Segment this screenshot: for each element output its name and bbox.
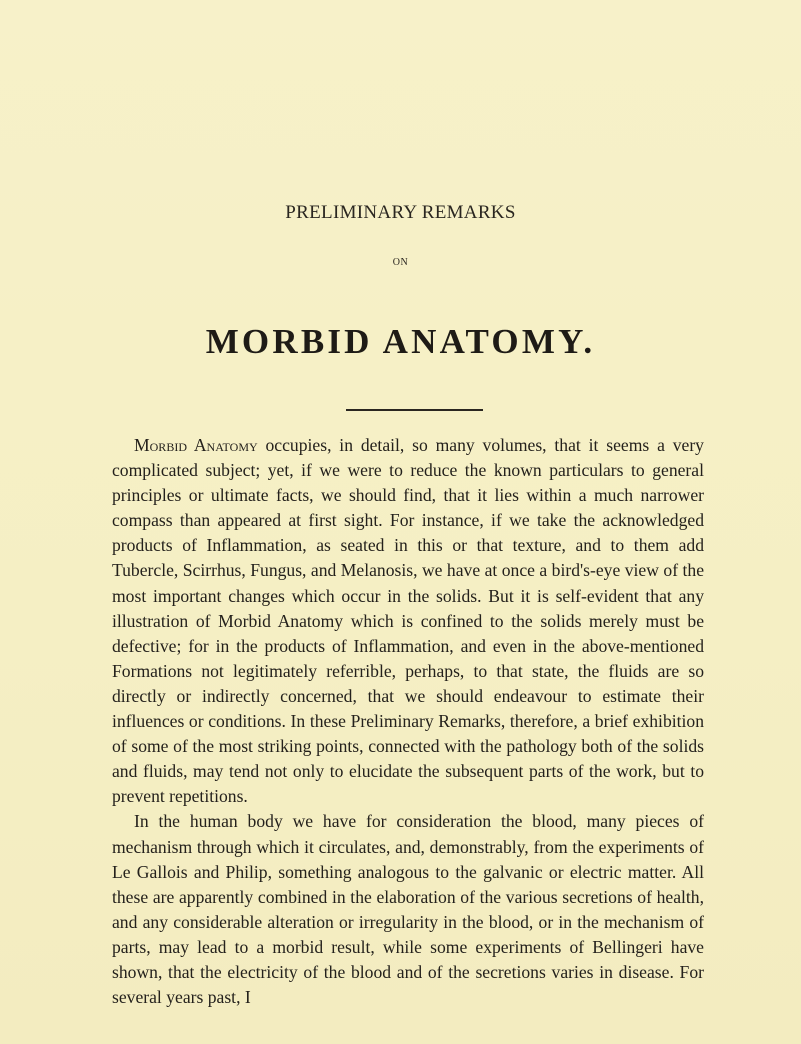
body-text (112, 433, 704, 1010)
pre-title: PRELIMINARY REMARKS (285, 202, 516, 223)
title-connector: ON (392, 257, 409, 268)
paragraph-1 (112, 433, 704, 809)
main-title: MORBID ANATOMY. (205, 322, 596, 361)
paragraph-text: In the human body we have for consideration the blood, many pieces of mechanism through which it circulates, and, demonstrably, from the experiments of Le Gallois and Philip, something analogous to the galvanic or electric matter. All these are apparently combined in the elaboration of the various secretions of health, and any considerable alteration or irregularity in the blood, or in the mechanism of parts, may lead to a morbid result, while some experiments of Bellingeri have shown, that the electricity of the blood and of the secretions varies in disease. For several years past, I (112, 811, 704, 1008)
paragraph-text: occupies, in detail, so many volumes, that it seems a very complicated subject; yet, if we were to reduce the known particulars to general principles or ultimate facts, we should find, that it lies within a much narrower compass than appeared at first sight. For instance, if we take the acknowledged products of Inflammation, as seated in this or that texture, and to them add Tubercle, Scirrhus, Fungus, and Melanosis, we have at once a bird's-eye view of the most important changes which occur in the solids. But it is self-evident that any illustration of Morbid Anatomy which is confined to the solids merely must be defective; for in the products of Inflammation, and even in the above-mentioned Formations not legitimately referrible, perhaps, to that state, the fluids are so directly or indirectly concerned, that we should endeavour to estimate their influences or conditions. In these Preliminary Remarks, therefore, a brief exhibition of some of the most striking points, connected with the pathology both of the solids and fluids, may tend not only to elucidate the subsequent parts of the work, but to prevent repetitions. (112, 435, 704, 807)
paragraph-lead: Morbid Anatomy (134, 435, 258, 455)
paragraph-2 (112, 809, 704, 1010)
title-divider (346, 409, 483, 411)
